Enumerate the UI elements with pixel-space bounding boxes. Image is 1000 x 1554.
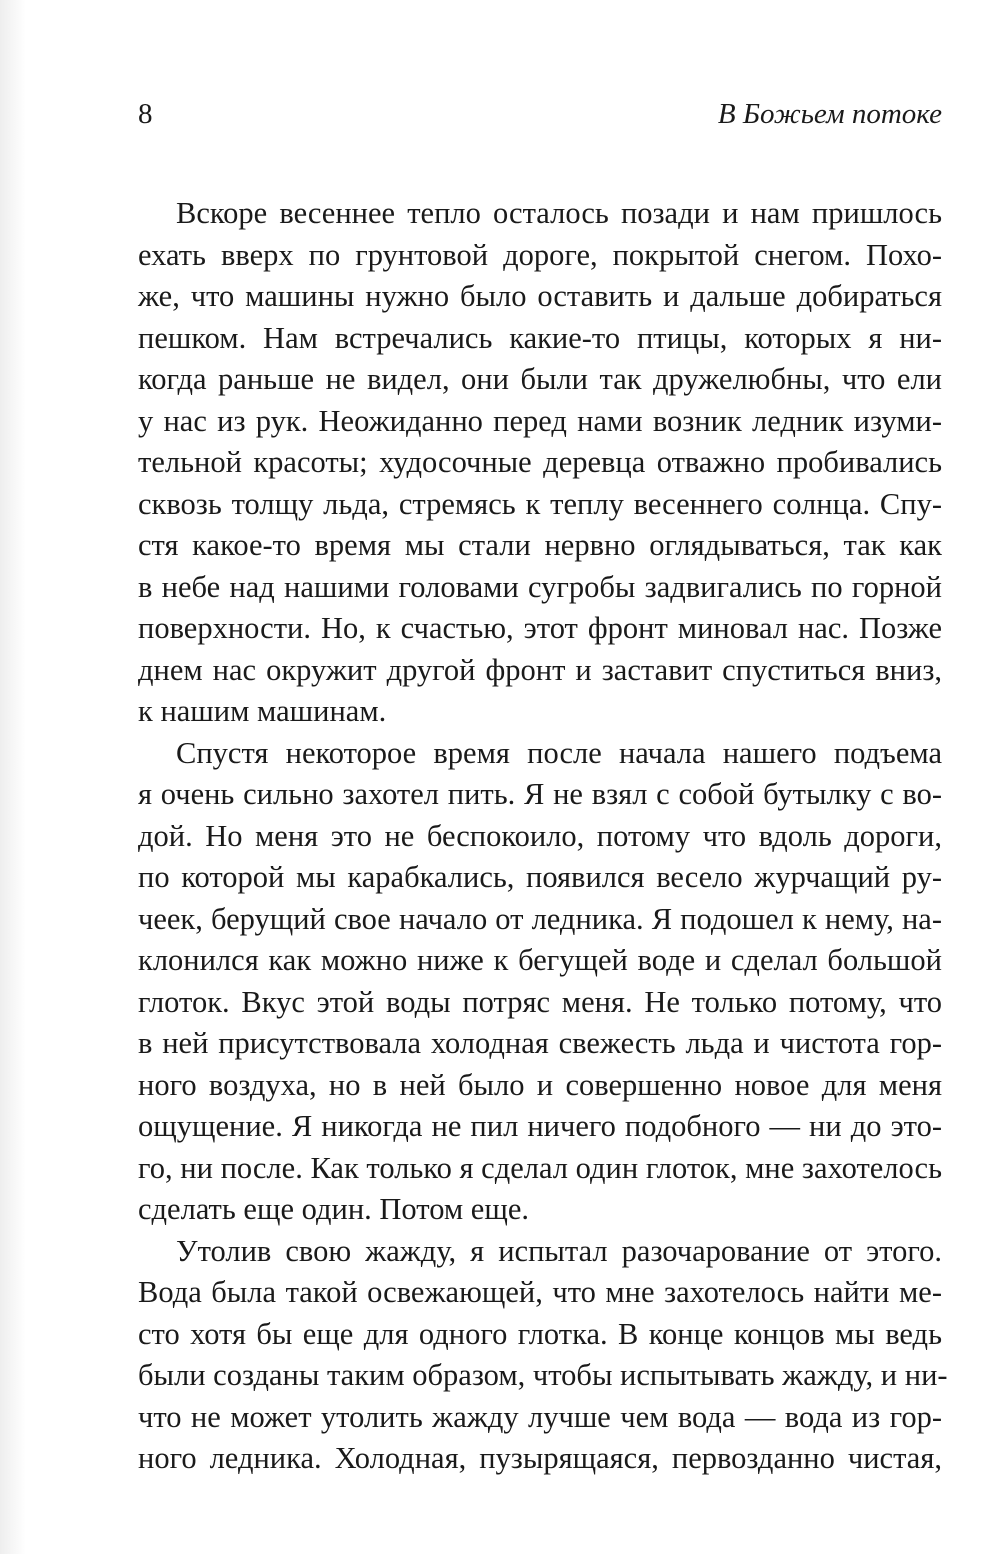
- text-line: дой. Но меня это не беспокоило, потому что вдоль дороги,: [138, 818, 942, 853]
- text-body: [138, 193, 948, 1480]
- running-title: В Божьем потоке: [717, 98, 942, 130]
- text-line: Утолив свою жажду, я испытал разочарование от этого.: [176, 1233, 942, 1268]
- text-line: чеек, берущий свое начало от ледника. Я подошел к нему, на-: [138, 901, 942, 936]
- page-fold-shadow: [0, 0, 26, 1554]
- text-line: днем нас окружит другой фронт и заставит спуститься вниз,: [138, 652, 942, 687]
- text-line: у нас из рук. Неожиданно перед нами возник ледник изуми-: [138, 403, 942, 438]
- paragraph: [138, 193, 942, 733]
- text-line: сквозь толщу льда, стремясь к теплу весеннего солнца. Спу-: [138, 486, 942, 521]
- paragraph: [138, 1231, 948, 1480]
- text-line: ощущение. Я никогда не пил ничего подобного — ни до это-: [138, 1109, 942, 1143]
- text-line: к нашим машинам.: [138, 694, 387, 728]
- text-line: в ней присутствовала холодная свежесть льда и чистота гор-: [138, 1026, 942, 1060]
- text-line: поверхности. Но, к счастью, этот фронт миновал нас. Позже: [138, 611, 942, 645]
- text-line: сделать еще один. Потом еще.: [138, 1192, 529, 1226]
- text-line: тельной красоты; худосочные деревца отважно пробивались: [138, 445, 942, 479]
- text-line: сто хотя бы еще для одного глотка. В конце концов мы ведь: [138, 1316, 942, 1351]
- page-number: 8: [138, 98, 153, 130]
- text-line: пешком. Нам встречались какие-то птицы, которых я ни-: [138, 320, 942, 355]
- text-line: Спустя некоторое время после начала нашего подъема: [176, 735, 942, 770]
- text-line: я очень сильно захотел пить. Я не взял с собой бутылку с во-: [138, 777, 942, 811]
- text-line: когда раньше не видел, они были так дружелюбны, что ели: [138, 362, 942, 396]
- text-line: ного ледника. Холодная, пузырящаяся, первозданно чистая,: [138, 1441, 942, 1475]
- text-line: ехать вверх по грунтовой дороге, покрытой снегом. Похо-: [138, 237, 942, 272]
- text-line: го, ни после. Как только я сделал один глоток, мне захотелось: [138, 1150, 942, 1185]
- text-line: глоток. Вкус этой воды потряс меня. Не только потому, что: [138, 984, 942, 1019]
- text-line: Вода была такой освежающей, что мне захотелось найти ме-: [138, 1275, 942, 1309]
- text-line: что не может утолить жажду лучше чем вода — вода из гор-: [138, 1399, 942, 1434]
- text-line: Вскоре весеннее тепло осталось позади и нам пришлось: [176, 196, 942, 230]
- text-line: по которой мы карабкались, появился весело журчащий ру-: [138, 860, 942, 894]
- text-line: в небе над нашими головами сугробы задвигались по горной: [138, 569, 942, 604]
- text-line: клонился как можно ниже к бегущей воде и сделал большой: [138, 943, 942, 977]
- running-head: [138, 98, 942, 138]
- paragraph: [138, 733, 942, 1231]
- text-line: стя какое-то время мы стали нервно оглядываться, так как: [138, 528, 942, 562]
- text-line: ного воздуха, но в ней было и совершенно новое для меня: [138, 1067, 942, 1102]
- text-line: были созданы таким образом, чтобы испытывать жажду, и ни-: [138, 1358, 948, 1392]
- text-line: же, что машины нужно было оставить и дальше добираться: [138, 279, 942, 313]
